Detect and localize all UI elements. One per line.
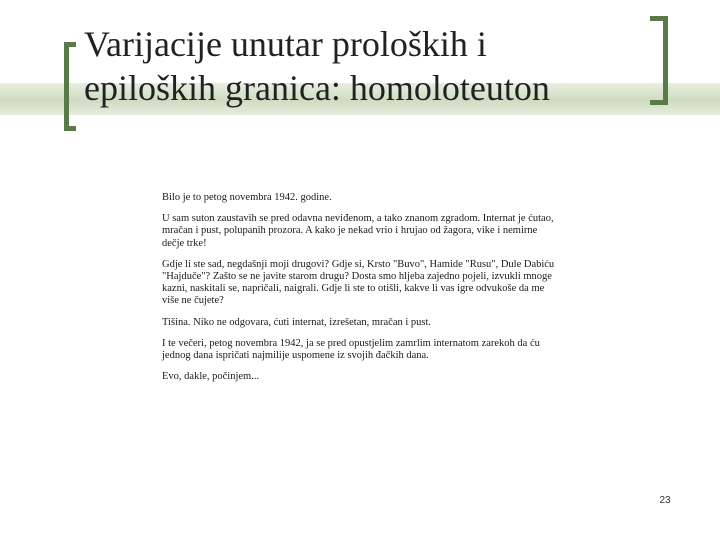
excerpt-paragraph-6: Evo, dakle, počinjem... [162, 371, 260, 383]
excerpt-paragraph-4: Tišina. Niko ne odgovara, ćuti internat, izrešetan, mračan i pust. [162, 316, 432, 328]
slide-title-line-2: epiloških granica: homoloteuton [84, 68, 550, 108]
text-excerpt [162, 192, 557, 392]
page-number: 23 [659, 495, 671, 506]
excerpt-paragraph-3: Gdje li ste sad, negdašnji moji drugovi? Gdje si, Krsto "Buvo", Hamide "Rusu", Dule Dabiću "Hajduče"? Zašto se ne javite starom drugu? Dosta smo hljeba zajedno pojeli, izvukli mnoge kazni, naskitali se, napričali, naigrali. Gdje li ste to otišli, kakve li vas igre odvukoše da me više ne čujete? [162, 258, 555, 307]
right-bracket-decoration [650, 16, 668, 105]
excerpt-paragraph-1: Bilo je to petog novembra 1942. godine. [162, 192, 332, 203]
left-bracket-decoration [64, 42, 76, 131]
excerpt-paragraph-2: U sam suton zaustavih se pred odavna neviđenom, a tako znanom zgradom. Internat je ćutao, mračan i pust, polupanih prozora. A kako je nekad vrio i hrujao od žagora, vike i nemirne dečje trke! [162, 213, 554, 249]
slide-title-line-1: Varijacije unutar proloških i [84, 24, 487, 64]
excerpt-paragraph-5: I te večeri, petog novembra 1942, ja se pred opustjelim zamrlim internatom zarekoh da ću jednog dana ispričati najmilije uspomene iz svojih đačkih dana. [162, 337, 540, 362]
slide-title [84, 22, 644, 110]
